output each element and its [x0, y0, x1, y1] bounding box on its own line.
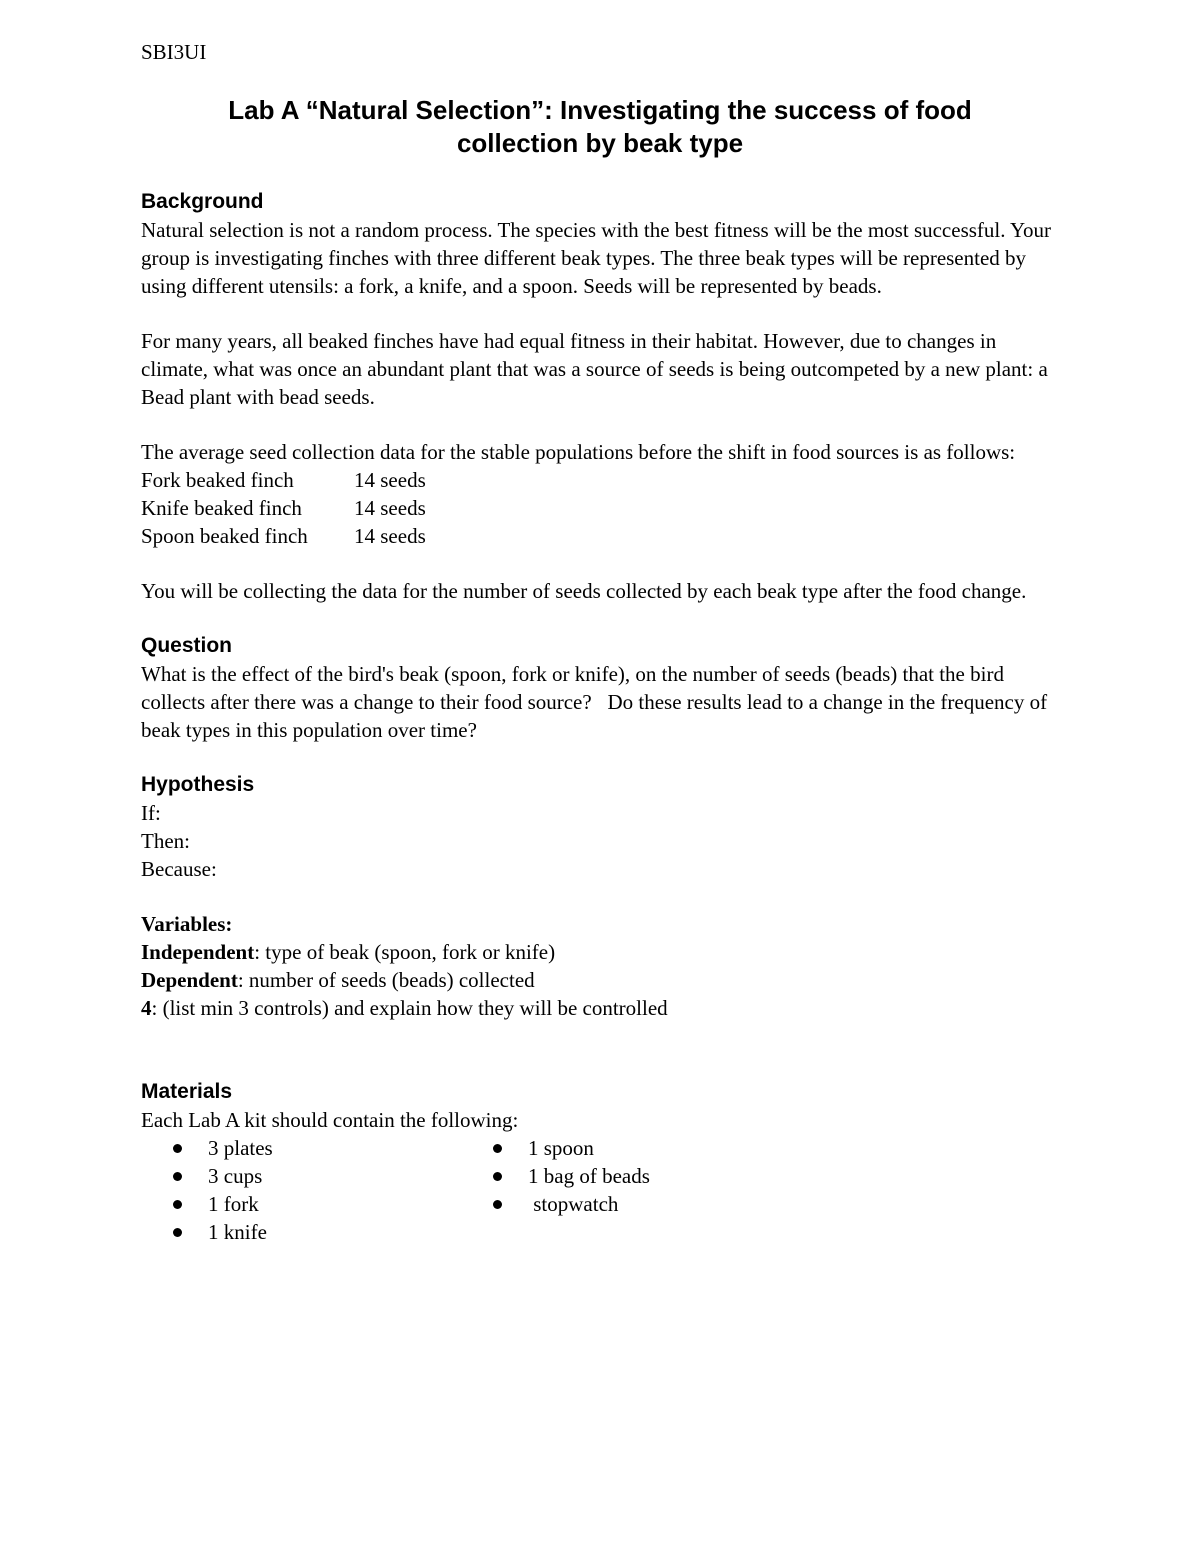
list-item — [173, 1190, 493, 1218]
seed-data-row — [141, 522, 1066, 550]
hypothesis-then: Then: — [141, 829, 190, 853]
bullet-icon — [173, 1144, 182, 1153]
material-label: stopwatch — [528, 1192, 619, 1216]
background-paragraph-4: You will be collecting the data for the number of seeds collected by each beak type after the food change. — [141, 579, 1027, 603]
list-item — [173, 1162, 493, 1190]
bullet-icon — [173, 1172, 182, 1181]
seed-data-value: 14 seeds — [354, 496, 426, 520]
title-line-2: collection by beak type — [456, 128, 744, 158]
independent-label: Independent — [141, 940, 255, 964]
bullet-icon — [493, 1172, 502, 1181]
background-paragraph-1: Natural selection is not a random process. The species with the best fitness will be the most successful. Your group is investigating finches with three different beak types. The three beak types will be represented by using different utensils: a fork, a knife, and a spoon. Seeds will be represented by beads. — [141, 218, 1052, 298]
variable-independent — [141, 938, 1066, 966]
seed-data-value: 14 seeds — [354, 524, 426, 548]
bullet-icon — [173, 1200, 182, 1209]
controls-label: 4 — [141, 996, 152, 1020]
variable-controls — [141, 994, 1066, 1022]
materials-column-2 — [493, 1134, 813, 1246]
material-label: 1 fork — [208, 1192, 259, 1216]
question-heading: Question — [141, 634, 233, 657]
materials-list — [173, 1134, 1066, 1246]
variable-dependent — [141, 966, 1066, 994]
materials-heading: Materials — [141, 1080, 233, 1103]
material-label: 1 knife — [208, 1220, 267, 1244]
material-label: 3 plates — [208, 1136, 273, 1160]
dependent-label: Dependent — [141, 968, 238, 992]
list-item — [493, 1134, 813, 1162]
list-item — [173, 1134, 493, 1162]
hypothesis-if: If: — [141, 801, 161, 825]
list-item — [493, 1190, 813, 1218]
material-label: 1 spoon — [528, 1136, 594, 1160]
seed-data-value: 14 seeds — [354, 468, 426, 492]
material-label: 1 bag of beads — [528, 1164, 650, 1188]
title-line-1: Lab A “Natural Selection”: Investigating the success of food — [228, 95, 972, 125]
background-heading: Background — [141, 190, 264, 213]
seed-data-label: Knife beaked finch — [141, 496, 302, 520]
independent-text: : type of beak (spoon, fork or knife) — [254, 940, 556, 964]
seed-data-row — [141, 494, 1066, 522]
document-body — [141, 188, 1066, 1246]
document-title — [100, 94, 1100, 160]
bullet-icon — [493, 1200, 502, 1209]
variables-heading: Variables: — [141, 912, 233, 936]
seed-data-label: Spoon beaked finch — [141, 524, 308, 548]
seed-data-row — [141, 466, 1066, 494]
list-item — [173, 1218, 493, 1246]
materials-intro: Each Lab A kit should contain the following: — [141, 1108, 519, 1132]
hypothesis-heading: Hypothesis — [141, 773, 255, 796]
dependent-text: : number of seeds (beads) collected — [237, 968, 535, 992]
background-paragraph-2: For many years, all beaked finches have had equal fitness in their habitat. However, due to changes in climate, what was once an abundant plant that was a source of seeds is being outcompeted by a new plant: a Bead plant with bead seeds. — [141, 329, 1048, 409]
bullet-icon — [493, 1144, 502, 1153]
seed-data-label: Fork beaked finch — [141, 468, 294, 492]
question-text: What is the effect of the bird's beak (spoon, fork or knife), on the number of seeds (beads) that the bird collects after there was a change to their food source? Do these results lead to a change in the frequency of beak types in this population over time? — [141, 662, 1048, 742]
material-label: 3 cups — [208, 1164, 263, 1188]
bullet-icon — [173, 1228, 182, 1237]
controls-text: : (list min 3 controls) and explain how they will be controlled — [151, 996, 668, 1020]
hypothesis-because: Because: — [141, 857, 217, 881]
list-item — [493, 1162, 813, 1190]
course-code: SBI3UI — [141, 40, 207, 64]
materials-column-1 — [173, 1134, 493, 1246]
background-paragraph-3: The average seed collection data for the stable populations before the shift in food sources is as follows: — [141, 440, 1016, 464]
